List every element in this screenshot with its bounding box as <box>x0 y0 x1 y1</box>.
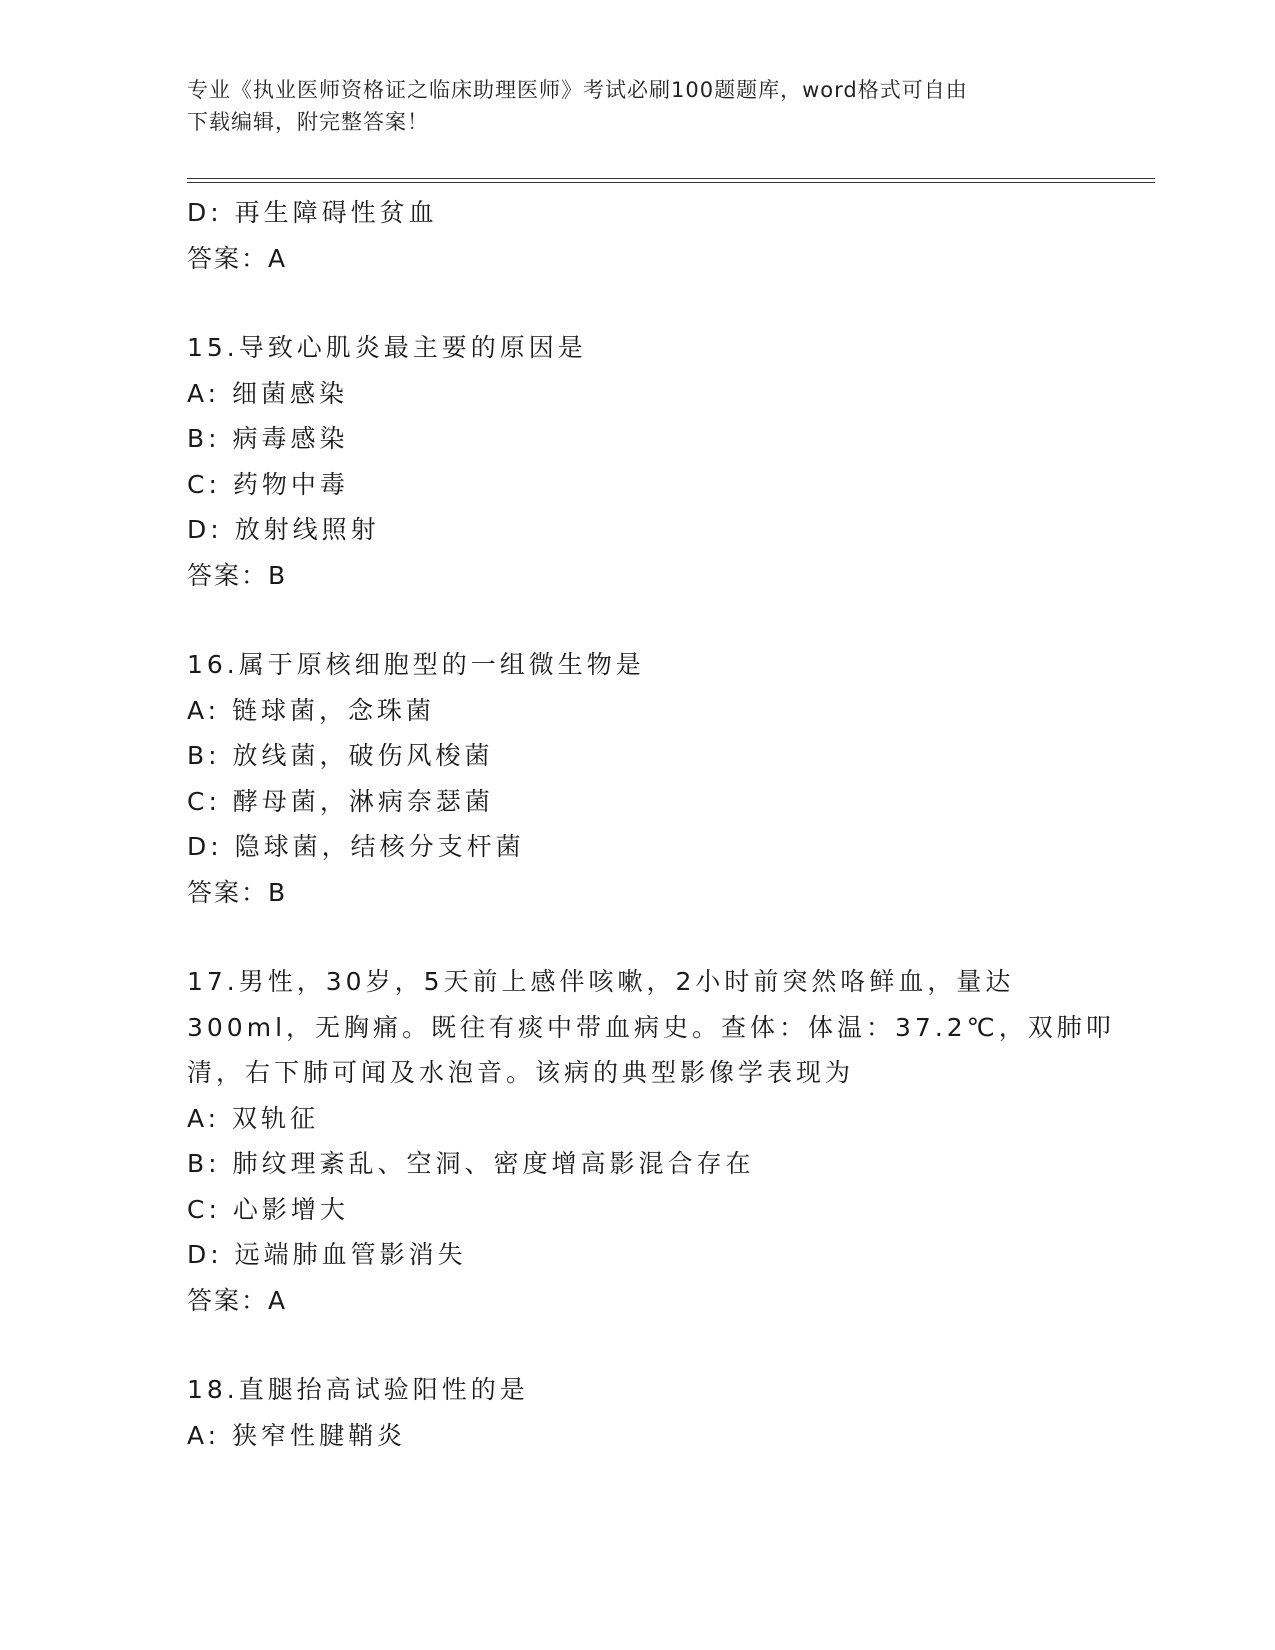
answer-line: 答案：A <box>187 1285 288 1315</box>
header-title-line-1: 专业《执业医师资格证之临床助理医师》考试必刷100题题库，word格式可自由 <box>187 78 968 102</box>
option-c: C: 酵母菌，淋病奈瑟菌 <box>187 786 494 816</box>
option-d: D: 远端肺血管影消失 <box>187 1240 467 1269</box>
question-16 <box>187 642 1087 915</box>
option-a: A: 双轨征 <box>187 1103 320 1133</box>
question-stem-line-1: 17.男性，30岁，5天前上感伴咳嗽，2小时前突然咯鲜血，量达 <box>187 967 1015 996</box>
question-17 <box>187 959 1115 1323</box>
option-a: A: 细菌感染 <box>187 378 349 408</box>
option-b: B: 病毒感染 <box>187 424 349 453</box>
header-divider <box>187 178 1155 183</box>
question-stem: 18.直腿抬高试验阳性的是 <box>187 1375 529 1404</box>
option-d: D: 隐球菌，结核分支杆菌 <box>187 832 525 861</box>
option-b: B: 放线菌，破伤风梭菌 <box>187 741 494 770</box>
question-stem-line-2: 300ml，无胸痛。既往有痰中带血病史。查体：体温：37.2℃，双肺叩 <box>187 1012 1115 1042</box>
answer-line: 答案：B <box>187 877 288 907</box>
option-d: D: 放射线照射 <box>187 515 380 544</box>
option-b: B: 肺纹理紊乱、空洞、密度增高影混合存在 <box>187 1149 755 1178</box>
question-stem: 16.属于原核细胞型的一组微生物是 <box>187 650 645 679</box>
question-15 <box>187 325 1087 598</box>
question-stem: 15.导致心肌炎最主要的原因是 <box>187 333 587 362</box>
question-list <box>187 190 1115 1458</box>
question-18 <box>187 1367 1087 1458</box>
question-stem-line-3: 清，右下肺可闻及水泡音。该病的典型影像学表现为 <box>187 1058 855 1087</box>
option-d: D: 再生障碍性贫血 <box>187 198 438 227</box>
option-c: C: 药物中毒 <box>187 469 349 499</box>
document-header <box>187 74 1087 138</box>
option-c: C: 心影增大 <box>187 1194 349 1224</box>
header-title-line-2: 下载编辑，附完整答案！ <box>187 110 429 134</box>
option-a: A: 链球菌，念珠菌 <box>187 695 436 725</box>
option-a: A: 狭窄性腱鞘炎 <box>187 1420 407 1450</box>
answer-line: 答案：B <box>187 560 288 590</box>
answer-line: 答案：A <box>187 243 288 273</box>
